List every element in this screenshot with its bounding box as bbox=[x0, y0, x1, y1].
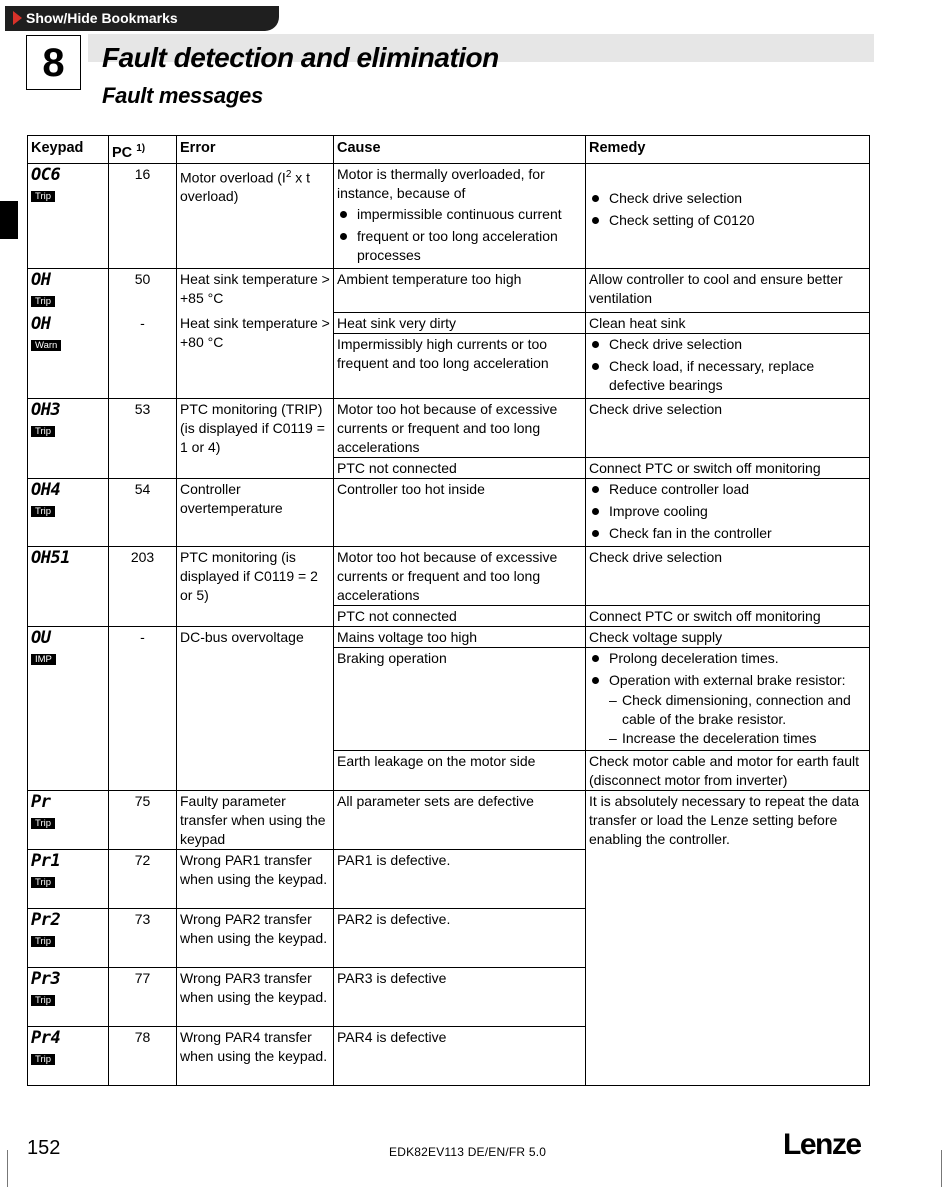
keypad-cell bbox=[28, 268, 109, 313]
keypad-cell bbox=[28, 909, 109, 968]
table-row bbox=[28, 627, 870, 648]
error-cell: Heat sink temperature > +85 °C bbox=[177, 268, 334, 313]
cause-cell: Heat sink very dirty bbox=[334, 313, 586, 334]
fault-code: OH51 bbox=[31, 548, 70, 569]
fault-code: Pr2 bbox=[31, 910, 61, 931]
cause-cell: PTC not connected bbox=[334, 606, 586, 627]
list-item: Check setting of C0120 bbox=[589, 211, 866, 230]
document-code: EDK82EV113 DE/EN/FR 5.0 bbox=[389, 1145, 547, 1159]
lenze-logo: Lenze bbox=[783, 1128, 861, 1161]
remedy-cell bbox=[586, 479, 870, 547]
pc-cell: 203 bbox=[109, 547, 177, 627]
fault-code: OC6 bbox=[31, 164, 61, 185]
cause-cell: PAR3 is defective bbox=[334, 968, 586, 1027]
keypad-cell bbox=[28, 968, 109, 1027]
table-row bbox=[28, 399, 870, 458]
remedy-cell: Check drive selection bbox=[586, 399, 870, 458]
remedy-cell: Connect PTC or switch off monitoring bbox=[586, 458, 870, 479]
cause-cell: Mains voltage too high bbox=[334, 627, 586, 648]
pc-cell: 77 bbox=[109, 968, 177, 1027]
keypad-cell bbox=[28, 791, 109, 850]
cause-cell: PAR1 is defective. bbox=[334, 850, 586, 909]
reaction-badge: Trip bbox=[31, 936, 55, 947]
error-cell: Wrong PAR3 transfer when using the keypad. bbox=[177, 968, 334, 1027]
keypad-cell bbox=[28, 313, 109, 399]
cause-cell: Earth leakage on the motor side bbox=[334, 751, 586, 791]
remedy-cell: Allow controller to cool and ensure better ventilation bbox=[586, 268, 870, 313]
list-item: Check load, if necessary, replace defective bearings bbox=[589, 357, 866, 395]
pc-cell: 75 bbox=[109, 791, 177, 850]
cause-cell: Motor is thermally overloaded, for instance, because of impermissible continuous current frequent or too long acceleration processes bbox=[334, 163, 586, 268]
fault-code: Pr1 bbox=[31, 851, 61, 872]
keypad-cell bbox=[28, 547, 109, 627]
reaction-badge: Trip bbox=[31, 877, 55, 888]
error-cell: PTC monitoring (TRIP) (is displayed if C0119 = 1 or 4) bbox=[177, 399, 334, 479]
table-row bbox=[28, 313, 870, 334]
fault-messages-table bbox=[27, 135, 870, 1086]
error-cell: PTC monitoring (is displayed if C0119 = 2 or 5) bbox=[177, 547, 334, 627]
cause-cell: All parameter sets are defective bbox=[334, 791, 586, 850]
keypad-cell bbox=[28, 399, 109, 479]
list-item: Reduce controller load bbox=[589, 480, 866, 499]
fault-code: OH bbox=[31, 313, 51, 334]
remedy-cell bbox=[586, 334, 870, 399]
reaction-badge: Trip bbox=[31, 426, 55, 437]
fault-code: Pr4 bbox=[31, 1028, 61, 1049]
cause-cell: PTC not connected bbox=[334, 458, 586, 479]
fault-code: OH3 bbox=[31, 400, 61, 421]
list-item: – Increase the deceleration times bbox=[589, 729, 866, 748]
pc-cell: 50 bbox=[109, 268, 177, 313]
fault-code: Pr bbox=[31, 792, 51, 813]
pc-cell: 53 bbox=[109, 399, 177, 479]
list-item: Check drive selection bbox=[589, 335, 866, 354]
remedy-cell bbox=[586, 163, 870, 268]
reaction-badge: Trip bbox=[31, 191, 55, 202]
keypad-cell bbox=[28, 627, 109, 791]
reaction-badge: Trip bbox=[31, 506, 55, 517]
error-cell: Wrong PAR4 transfer when using the keypad. bbox=[177, 1027, 334, 1086]
page-subtitle: Fault messages bbox=[102, 83, 263, 108]
fault-code: Pr3 bbox=[31, 969, 61, 990]
remedy-cell: Check drive selection bbox=[586, 547, 870, 606]
header-cause: Cause bbox=[334, 136, 586, 164]
error-cell: Motor overload ($I^2$ x t overload) bbox=[177, 163, 334, 268]
list-item: Improve cooling bbox=[589, 502, 866, 521]
cause-cell: Impermissibly high currents or too frequent and too long acceleration bbox=[334, 334, 586, 399]
list-item: Check fan in the controller bbox=[589, 524, 866, 543]
reaction-badge: Trip bbox=[31, 995, 55, 1006]
fault-code: OU bbox=[31, 628, 51, 649]
pc-cell: 54 bbox=[109, 479, 177, 547]
pc-cell: 73 bbox=[109, 909, 177, 968]
header-remedy: Remedy bbox=[586, 136, 870, 164]
remedy-cell: Check motor cable and motor for earth fault (disconnect motor from inverter) bbox=[586, 751, 870, 791]
error-cell: Wrong PAR2 transfer when using the keypad. bbox=[177, 909, 334, 968]
remedy-cell: Check voltage supply bbox=[586, 627, 870, 648]
error-cell: DC-bus overvoltage bbox=[177, 627, 334, 791]
chapter-thumb-mark bbox=[0, 201, 18, 239]
error-cell: Faulty parameter transfer when using the keypad bbox=[177, 791, 334, 850]
pc-cell: 78 bbox=[109, 1027, 177, 1086]
crop-mark bbox=[941, 1150, 942, 1187]
reaction-badge: IMP bbox=[31, 654, 56, 665]
keypad-cell bbox=[28, 163, 109, 268]
cause-cell: Braking operation bbox=[334, 648, 586, 751]
pc-cell: - bbox=[109, 313, 177, 399]
list-item: frequent or too long acceleration processes bbox=[337, 227, 582, 265]
page-number: 152 bbox=[27, 1137, 61, 1159]
list-item: Check drive selection bbox=[589, 189, 866, 208]
list-item: impermissible continuous current bbox=[337, 205, 582, 224]
crop-mark bbox=[7, 1150, 8, 1187]
reaction-badge: Trip bbox=[31, 296, 55, 307]
header-pc: PC $^{1)}$ bbox=[109, 136, 177, 164]
error-cell: Wrong PAR1 transfer when using the keypad. bbox=[177, 850, 334, 909]
cause-cell: Motor too hot because of excessive currents or frequent and too long accelerations bbox=[334, 399, 586, 458]
cause-cell: Ambient temperature too high bbox=[334, 268, 586, 313]
pc-cell: - bbox=[109, 627, 177, 791]
list-item: – Check dimensioning, connection and cable of the brake resistor. bbox=[589, 691, 866, 729]
keypad-cell bbox=[28, 850, 109, 909]
pc-cell: 72 bbox=[109, 850, 177, 909]
error-cell: Controller overtemperature bbox=[177, 479, 334, 547]
show-hide-bookmarks-button[interactable] bbox=[5, 6, 279, 31]
error-cell: Heat sink temperature > +80 °C bbox=[177, 313, 334, 399]
cause-cell: PAR2 is defective. bbox=[334, 909, 586, 968]
fault-code: OH bbox=[31, 269, 51, 290]
pc-cell: 16 bbox=[109, 163, 177, 268]
remedy-cell: It is absolutely necessary to repeat the data transfer or load the Lenze setting before enabling the controller. bbox=[586, 791, 870, 1086]
fault-code: OH4 bbox=[31, 480, 61, 501]
header-keypad: Keypad bbox=[28, 136, 109, 164]
cause-cell: PAR4 is defective bbox=[334, 1027, 586, 1086]
header-error: Error bbox=[177, 136, 334, 164]
list-item: Operation with external brake resistor: bbox=[589, 671, 866, 690]
list-item: Prolong deceleration times. bbox=[589, 649, 866, 668]
remedy-cell: Clean heat sink bbox=[586, 313, 870, 334]
remedy-cell bbox=[586, 648, 870, 751]
keypad-cell bbox=[28, 479, 109, 547]
table-row bbox=[28, 547, 870, 606]
table-row bbox=[28, 268, 870, 313]
triangle-right-icon bbox=[13, 11, 22, 25]
reaction-badge: Warn bbox=[31, 340, 61, 351]
reaction-badge: Trip bbox=[31, 818, 55, 829]
cause-cell: Controller too hot inside bbox=[334, 479, 586, 547]
cause-cell: Motor too hot because of excessive currents or frequent and too long accelerations bbox=[334, 547, 586, 606]
table-header-row bbox=[28, 136, 870, 164]
chapter-number: 8 bbox=[26, 35, 81, 90]
table-row bbox=[28, 479, 870, 547]
keypad-cell bbox=[28, 1027, 109, 1086]
table-row bbox=[28, 791, 870, 850]
bookmarks-label: Show/Hide Bookmarks bbox=[26, 10, 178, 26]
remedy-cell: Connect PTC or switch off monitoring bbox=[586, 606, 870, 627]
reaction-badge: Trip bbox=[31, 1054, 55, 1065]
table-row bbox=[28, 163, 870, 268]
page-title: Fault detection and elimination bbox=[102, 42, 499, 73]
